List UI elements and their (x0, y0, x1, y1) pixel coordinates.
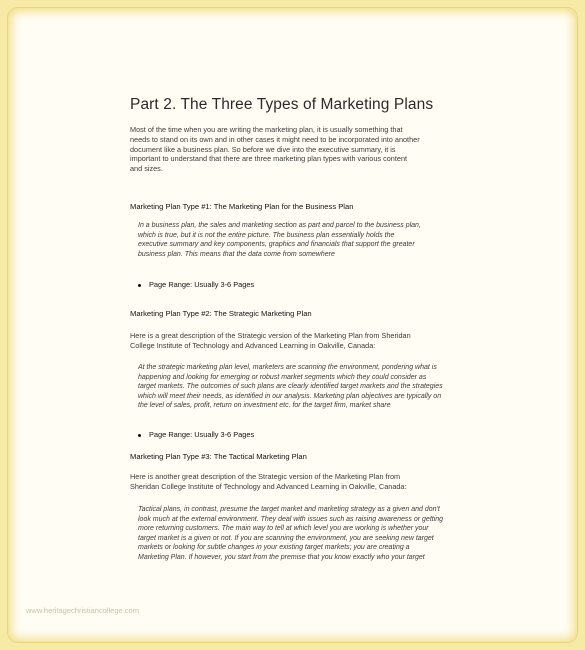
section-2-page-range (138, 430, 254, 439)
quote-line: target market is a given or not. If you are scanning the environment, you are seeking new target (138, 534, 434, 542)
quote-line: which will meet their needs, as identified in our analysis. Marketing plan objectives are typically on (138, 392, 442, 400)
intro-line: needs to stand on its own and in other cases it might need to be incorporated into another (130, 134, 420, 144)
intro-line: important to understand that there are three marketing plan types with various content (130, 154, 408, 164)
intro-line: and sizes. (130, 164, 163, 174)
quote-line: At the strategic marketing plan level, marketers are scanning the environment, pondering what is (138, 364, 437, 371)
bullet-dot-icon (138, 284, 141, 287)
section-heading-type-2: Marketing Plan Type #2: The Strategic Marketing Plan (130, 309, 312, 318)
quote-line: markets or looking for subtle changes in your existing target markets; you are creating a (138, 544, 410, 552)
section-heading-type-3: Marketing Plan Type #3: The Tactical Marketing Plan (130, 452, 307, 461)
intro-line: Most of the time when you are writing the marketing plan, it is usually something that (130, 125, 403, 134)
section-2-quote (138, 363, 460, 411)
bullet-dot-icon (138, 434, 141, 437)
section-heading-type-1: Marketing Plan Type #1: The Marketing Plan for the Business Plan (130, 202, 354, 211)
intro-paragraph (130, 125, 460, 174)
description-line: Here is another great description of the Strategic version of the Marketing Plan from (130, 472, 401, 481)
document-page (8, 8, 577, 642)
quote-line: Tactical plans, in contrast, presume the target market and marketing strategy as a given and don't (138, 506, 440, 513)
section-3-description (130, 472, 460, 492)
description-line: College Institute of Technology and Advanced Learning in Oakville, Canada: (130, 340, 376, 350)
section-1-page-range (138, 280, 254, 289)
watermark: www.heritagechristiancollege.com (26, 606, 139, 615)
quote-line: target markets. The outcomes of such plans are clearly identified target markets and the strategies (138, 383, 443, 391)
page-title: Part 2. The Three Types of Marketing Plans (130, 96, 434, 113)
quote-line: In a business plan, the sales and marketing section as part and parcel to the business plan, (138, 222, 421, 229)
quote-line: look much at the external environment. They deal with issues such as raising awareness or getting (138, 515, 444, 523)
quote-line: executive summary and key components, graphics and financials that support the greater (138, 241, 415, 249)
quote-line: happening and looking for emerging or robust market segments which they could consider as (138, 373, 427, 381)
section-2-description (130, 331, 460, 351)
intro-line: document like a business plan. So before we dive into the executive summary, it is (130, 144, 396, 154)
page-frame (8, 8, 577, 642)
description-line: Sheridan College Institute of Technology and Advanced Learning in Oakville, Canada: (130, 481, 407, 491)
bullet-text: Page Range: Usually 3-6 Pages (149, 430, 255, 439)
section-1-quote (138, 221, 460, 259)
quote-line: which is true, but it is not the entire picture. The business plan essentially holds the (138, 231, 395, 239)
quote-line: Marketing Plan. If however, you start from the premise that you know exactly who your target (138, 553, 425, 561)
quote-line: the level of sales, profit, return on investment etc. for the target firm, market share (138, 402, 391, 410)
description-line: Here is a great description of the Strategic version of the Marketing Plan from Sheridan (130, 331, 411, 340)
quote-line: business plan. This means that the data come from somewhere (138, 250, 335, 258)
bullet-text: Page Range: Usually 3-6 Pages (149, 280, 255, 289)
quote-line: more returning customers. The main way to tell at which level you are working is whether your (138, 525, 429, 533)
section-3-quote (138, 505, 460, 563)
